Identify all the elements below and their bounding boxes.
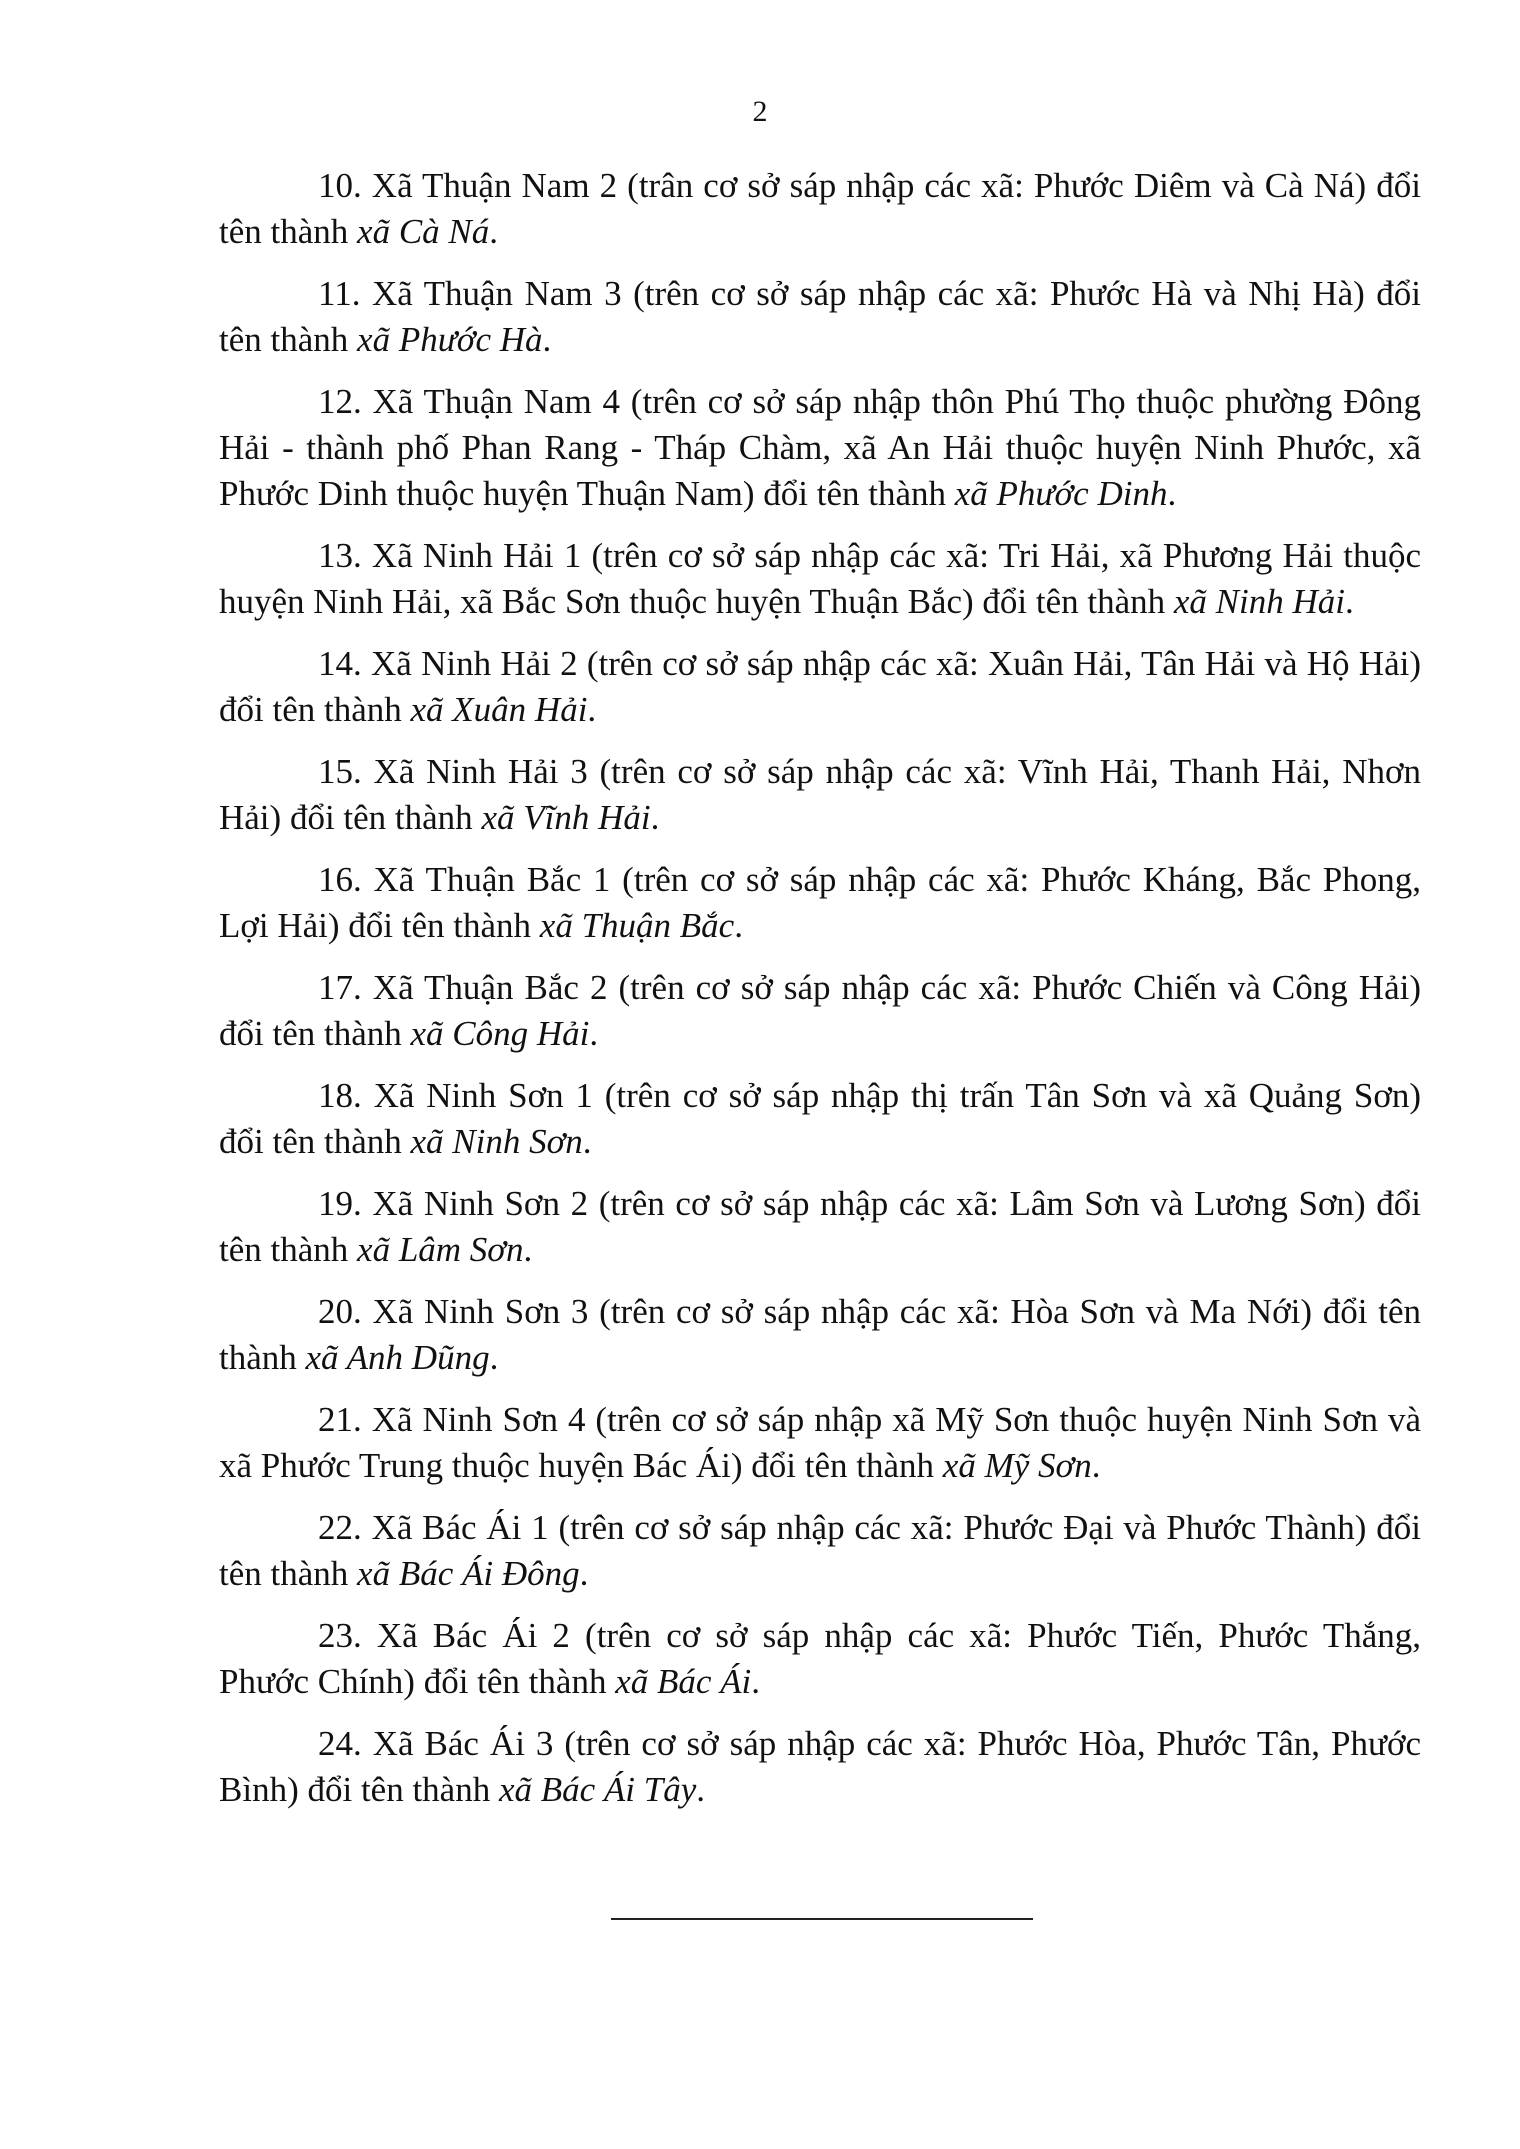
item-end: . [1345,582,1354,621]
list-item [219,379,1421,517]
item-text: 20. Xã Ninh Sơn 3 (trên cơ sở sáp nhập các xã: Hòa Sơn và Ma Nới) đổi tên thành [219,1292,1421,1377]
item-end: . [589,1014,599,1053]
item-text: 24. Xã Bác Ái 3 (trên cơ sở sáp nhập các xã: Phước Hòa, Phước Tân, Phước Bình) đổi tên thành [219,1724,1421,1809]
list-item [219,1289,1421,1381]
item-text: 10. Xã Thuận Nam 2 (trân cơ sở sáp nhập các xã: Phước Diêm và Cà Ná) đổi tên thành [219,166,1421,251]
item-end: . [1167,474,1177,513]
item-end: . [489,212,499,251]
item-end: . [489,1338,499,1377]
list-item [219,1505,1421,1597]
item-end: . [523,1230,533,1269]
item-text: 12. Xã Thuận Nam 4 (trên cơ sở sáp nhập thôn Phú Thọ thuộc phường Đông Hải - thành phố Phan Rang - Tháp Chàm, xã An Hải thuộc huyện Ninh Phước, xã Phước Dinh thuộc huyện Thuận Nam) đổi tên thành [219,382,1421,513]
new-commune-name: xã Anh Dũng [305,1338,490,1377]
new-commune-name: xã Ninh Sơn [410,1122,583,1161]
item-text: 18. Xã Ninh Sơn 1 (trên cơ sở sáp nhập thị trấn Tân Sơn và xã Quảng Sơn) đổi tên thành [219,1076,1421,1161]
list-item [219,1613,1421,1705]
item-end: . [734,906,743,945]
list-item [219,857,1421,949]
item-text: 21. Xã Ninh Sơn 4 (trên cơ sở sáp nhập xã Mỹ Sơn thuộc huyện Ninh Sơn và xã Phước Trung thuộc huyện Bác Ái) đổi tên thành [219,1400,1421,1485]
list-item [219,1073,1421,1165]
new-commune-name: xã Mỹ Sơn [942,1446,1092,1485]
new-commune-name: xã Công Hải [410,1014,590,1053]
item-text: 23. Xã Bác Ái 2 (trên cơ sở sáp nhập các xã: Phước Tiến, Phước Thắng, Phước Chính) đổi tên thành [219,1616,1421,1701]
item-end: . [582,1122,592,1161]
new-commune-name: xã Phước Dinh [954,474,1168,513]
item-end: . [650,798,660,837]
new-commune-name: xã Xuân Hải [410,690,588,729]
new-commune-name: xã Lâm Sơn [357,1230,524,1269]
item-end: . [587,690,597,729]
list-item [219,1181,1421,1273]
new-commune-name: xã Bác Ái [615,1662,752,1701]
new-commune-name: xã Phước Hà [357,320,543,359]
new-commune-name: xã Ninh Hải [1173,582,1345,621]
new-commune-name: xã Thuận Bắc [539,906,735,945]
item-text: 13. Xã Ninh Hải 1 (trên cơ sở sáp nhập các xã: Tri Hải, xã Phương Hải thuộc huyện Ninh Hải, xã Bắc Sơn thuộc huyện Thuận Bắc) đổi tên thành [219,536,1421,621]
item-list [219,163,1421,1829]
item-text: 11. Xã Thuận Nam 3 (trên cơ sở sáp nhập các xã: Phước Hà và Nhị Hà) đổi tên thành [219,274,1421,359]
item-text: 17. Xã Thuận Bắc 2 (trên cơ sở sáp nhập các xã: Phước Chiến và Công Hải) đổi tên thành [219,968,1421,1053]
list-item [219,749,1421,841]
item-end: . [696,1770,706,1809]
list-item [219,965,1421,1057]
item-text: 14. Xã Ninh Hải 2 (trên cơ sở sáp nhập các xã: Xuân Hải, Tân Hải và Hộ Hải) đổi tên thành [219,644,1421,729]
list-item [219,1397,1421,1489]
new-commune-name: xã Cà Ná [357,212,490,251]
item-end: . [579,1554,589,1593]
new-commune-name: xã Bác Ái Đông [357,1554,580,1593]
list-item [219,271,1421,363]
item-end: . [542,320,552,359]
list-item [219,533,1421,625]
item-text: 19. Xã Ninh Sơn 2 (trên cơ sở sáp nhập các xã: Lâm Sơn và Lương Sơn) đổi tên thành [219,1184,1421,1269]
item-text: 22. Xã Bác Ái 1 (trên cơ sở sáp nhập các xã: Phước Đại và Phước Thành) đổi tên thành [219,1508,1421,1593]
new-commune-name: xã Vĩnh Hải [481,798,651,837]
item-text: 16. Xã Thuận Bắc 1 (trên cơ sở sáp nhập các xã: Phước Kháng, Bắc Phong, Lợi Hải) đổi tên thành [219,860,1421,945]
item-text: 15. Xã Ninh Hải 3 (trên cơ sở sáp nhập các xã: Vĩnh Hải, Thanh Hải, Nhơn Hải) đổi tên thành [219,752,1421,837]
item-end: . [1091,1446,1101,1485]
list-item [219,1721,1421,1813]
page-number: 2 [752,95,768,128]
list-item [219,163,1421,255]
list-item [219,641,1421,733]
item-end: . [751,1662,761,1701]
end-divider [611,1918,1033,1920]
new-commune-name: xã Bác Ái Tây [498,1770,697,1809]
